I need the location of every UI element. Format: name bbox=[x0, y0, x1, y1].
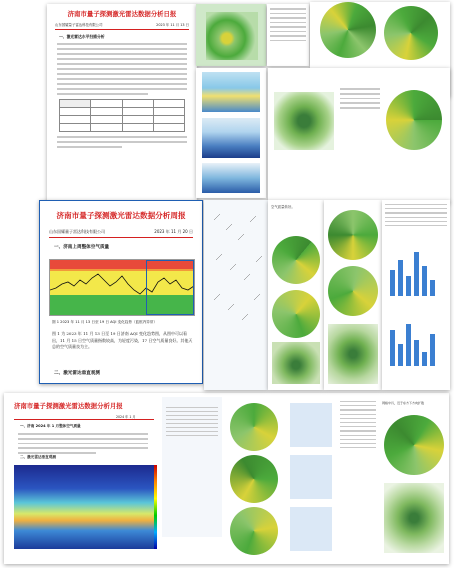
wind-barbs bbox=[204, 200, 268, 390]
monthly-profile-image bbox=[14, 465, 154, 549]
daily-radar-panel-1 bbox=[196, 4, 266, 66]
monthly-report-section1: 一、济南 2024 年 1 月整体空气质量 bbox=[20, 424, 81, 428]
daily-report-date: 2023 年 11 月 13 日 bbox=[156, 23, 189, 27]
radar-sector-image bbox=[320, 2, 376, 58]
monthly-colorbar bbox=[154, 465, 157, 549]
daily-report-divider bbox=[55, 29, 189, 30]
weekly-bar-chart-2 bbox=[382, 310, 450, 370]
daily-report-table bbox=[59, 99, 185, 132]
monthly-report-title: 济南市量子探测激光雷达数据分析月报 bbox=[14, 402, 123, 410]
weekly-text-panel bbox=[268, 200, 324, 390]
monthly-report-page bbox=[4, 393, 449, 564]
weekly-report-divider bbox=[49, 237, 193, 238]
monthly-radar-strip bbox=[224, 397, 284, 557]
daily-report-page bbox=[47, 4, 197, 204]
daily-radar-panel-3 bbox=[268, 68, 450, 203]
weekly-radar-4 bbox=[328, 266, 378, 316]
radar-scan-image bbox=[206, 12, 258, 60]
weekly-bar-column bbox=[382, 200, 450, 390]
radar-sector-image-3 bbox=[386, 90, 442, 150]
monthly-report-section2: 二、激光雷达垂直观测 bbox=[20, 455, 56, 459]
weekly-report-title: 济南市量子探测激光雷达数据分析周报 bbox=[56, 211, 186, 220]
monthly-bar-strip bbox=[286, 397, 336, 557]
daily-side-table bbox=[267, 4, 309, 66]
aqi-trend-chart bbox=[49, 259, 195, 316]
monthly-right-text: 网格中污，近于东方下方向扩散 bbox=[382, 401, 425, 405]
monthly-map-image bbox=[384, 483, 444, 553]
weekly-report-page bbox=[39, 200, 203, 384]
radar-sector-image-2 bbox=[384, 6, 438, 60]
weekly-side-text: 空气质量转好。 bbox=[271, 205, 295, 209]
weekly-wind-panel bbox=[204, 200, 268, 390]
monthly-report-text bbox=[18, 433, 148, 457]
daily-vertical-profile bbox=[196, 68, 266, 198]
daily-report-section-heading: 一、激光雷达水平扫描分析 bbox=[59, 33, 105, 39]
weekly-bar-chart-1 bbox=[382, 240, 450, 300]
weekly-report-date: 2023 年 11 月 20 日 bbox=[154, 229, 193, 234]
profile-image-3 bbox=[202, 163, 260, 193]
weekly-report-org: 山东国耀量子雷达科技有限公司 bbox=[49, 229, 105, 234]
weekly-report-section1: 一、济南上周整体空气质量 bbox=[54, 245, 110, 250]
daily-report-body-text-2 bbox=[57, 136, 187, 148]
monthly-side-table bbox=[338, 397, 378, 557]
weekly-radar-2 bbox=[272, 290, 320, 338]
weekly-radar-1 bbox=[272, 236, 320, 284]
weekly-paragraph-1: 图 1 为 2023 年 11 月 13 日至 19 日济南 AQI 变化趋势图，从图中可以看出，11 月 15 日空气质量指数较高，为轻度污染，17 日空气质量良好。其他天总的空气质量良为主。 bbox=[52, 331, 193, 350]
weekly-figure-caption: 图 1 2023 年 11 月 13 日至 19 日 AQI 变化趋势（蓝框内异常） bbox=[52, 320, 158, 324]
weekly-radar-3 bbox=[328, 210, 378, 260]
weekly-radar-column bbox=[324, 200, 382, 390]
aqi-highlight-box bbox=[146, 260, 194, 315]
profile-image-2 bbox=[202, 118, 260, 158]
weekly-report-section2: 二、激光雷达垂直观测 bbox=[54, 371, 100, 376]
daily-report-body-text bbox=[57, 43, 187, 95]
monthly-radar-large bbox=[384, 415, 444, 475]
radar-map-image bbox=[274, 92, 334, 150]
daily-report-org: 山东国耀量子雷达科技有限公司 bbox=[55, 23, 103, 27]
monthly-report-date: 2024 年 1 月 bbox=[116, 415, 136, 419]
daily-report-title: 济南市量子探测激光雷达数据分析日报 bbox=[67, 10, 177, 18]
weekly-map-2 bbox=[328, 324, 378, 384]
monthly-wind-panel bbox=[162, 397, 222, 537]
profile-image bbox=[202, 72, 260, 112]
weekly-map-1 bbox=[272, 342, 320, 384]
monthly-report-divider bbox=[14, 419, 154, 420]
